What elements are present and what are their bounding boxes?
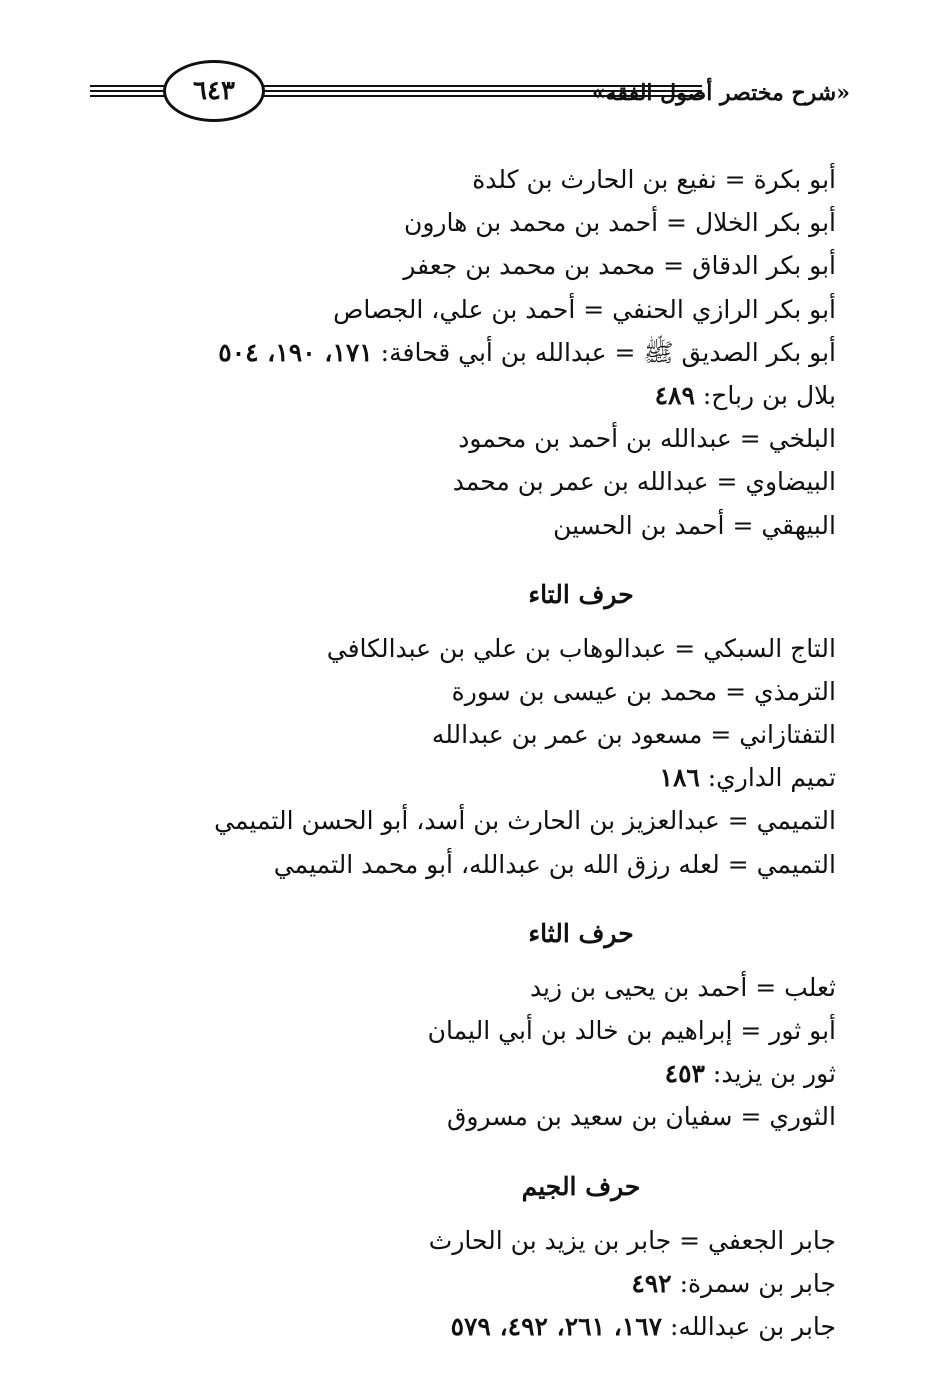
entry-name: البيهقي = أحمد بن الحسين [553, 510, 836, 540]
entry-name: جابر بن عبدالله: [662, 1311, 836, 1341]
index-entry [136, 244, 836, 287]
entry-page-refs: ٤٥٣ [664, 1059, 705, 1089]
index-entry [136, 966, 836, 1009]
section-heading: حرف التاء [528, 579, 634, 609]
entry-name: تميم الداري: [699, 763, 836, 793]
index-section [136, 158, 836, 547]
entry-name: أبو بكر الدقاق = محمد بن محمد بن جعفر [403, 251, 836, 281]
entry-name: أبو بكر الرازي الحنفي = أحمد بن علي، الجصاص [333, 294, 836, 324]
index-entry [136, 288, 836, 331]
entry-name: بلال بن رباح: [694, 380, 836, 410]
index-entry [136, 843, 836, 886]
entry-name: التفتازاني = مسعود بن عمر بن عبدالله [431, 720, 836, 750]
entry-page-refs: ١٦٧، ٢٦١، ٤٩٢، ٥٧٩ [450, 1311, 663, 1341]
entry-name: أبو بكر الخلال = أحمد بن محمد بن هارون [403, 208, 836, 238]
page-number-oval [163, 60, 265, 122]
entry-page-refs: ٤٨٩ [654, 380, 695, 410]
page-header [90, 58, 850, 128]
entry-page-refs: ٤٩٢ [631, 1268, 672, 1298]
entry-name: التميمي = عبدالعزيز بن الحارث بن أسد، أبو الحسن التميمي [214, 806, 836, 836]
entry-page-refs: ١٧١، ١٩٠، ٥٠٤ [218, 337, 373, 367]
index-entry [136, 460, 836, 503]
index-section [136, 1167, 836, 1349]
entry-name: أبو بكرة = نفيع بن الحارث بن كلدة [472, 165, 836, 194]
entry-name: أبو ثور = إبراهيم بن خالد بن أبي اليمان [427, 1016, 836, 1045]
index-entry [136, 374, 836, 417]
index-section [136, 914, 836, 1139]
entry-name: البيضاوي = عبدالله بن عمر بن محمد [452, 467, 836, 497]
entry-name: جابر بن سمرة: [671, 1268, 836, 1298]
section-heading: حرف الثاء [528, 918, 634, 948]
header-rule-left [90, 85, 170, 99]
running-title: «شرح مختصر أصول الفقه» [591, 80, 850, 106]
entry-name: التميمي = لعله رزق الله بن عبدالله، أبو محمد التميمي [273, 849, 836, 879]
index-entry [136, 756, 836, 799]
index-entry [136, 627, 836, 670]
entry-name: ثعلب = أحمد بن يحيى بن زيد [529, 972, 836, 1002]
entry-name: جابر الجعفي = جابر بن يزيد بن الحارث [428, 1225, 836, 1255]
index-content [136, 158, 836, 1348]
page-number: ٦٤٣ [193, 76, 235, 106]
index-entry [136, 158, 836, 201]
entry-name: البلخي = عبدالله بن أحمد بن محمود [458, 424, 836, 454]
index-entry [136, 1052, 836, 1095]
entry-page-refs: ١٨٦ [659, 763, 700, 793]
entry-name: أبو بكر الصديق ﷺ = عبدالله بن أبي قحافة: [372, 337, 836, 367]
index-entry [136, 417, 836, 460]
index-entry [136, 1009, 836, 1052]
entry-name: الترمذي = محمد بن عيسى بن سورة [451, 676, 836, 706]
index-entry [136, 504, 836, 547]
entry-name: ثور بن يزيد: [704, 1059, 836, 1089]
index-entry [136, 799, 836, 842]
entry-name: الثوري = سفيان بن سعيد بن مسروق [446, 1102, 836, 1132]
index-entry [136, 670, 836, 713]
section-heading: حرف الجيم [521, 1171, 641, 1201]
index-section [136, 575, 836, 886]
index-entry [136, 1305, 836, 1348]
index-entry [136, 1095, 836, 1138]
index-entry [136, 1262, 836, 1305]
index-entry [136, 713, 836, 756]
index-entry [136, 201, 836, 244]
entry-name: التاج السبكي = عبدالوهاب بن علي بن عبدالكافي [326, 633, 836, 663]
index-entry [136, 1219, 836, 1262]
index-entry [136, 331, 836, 374]
